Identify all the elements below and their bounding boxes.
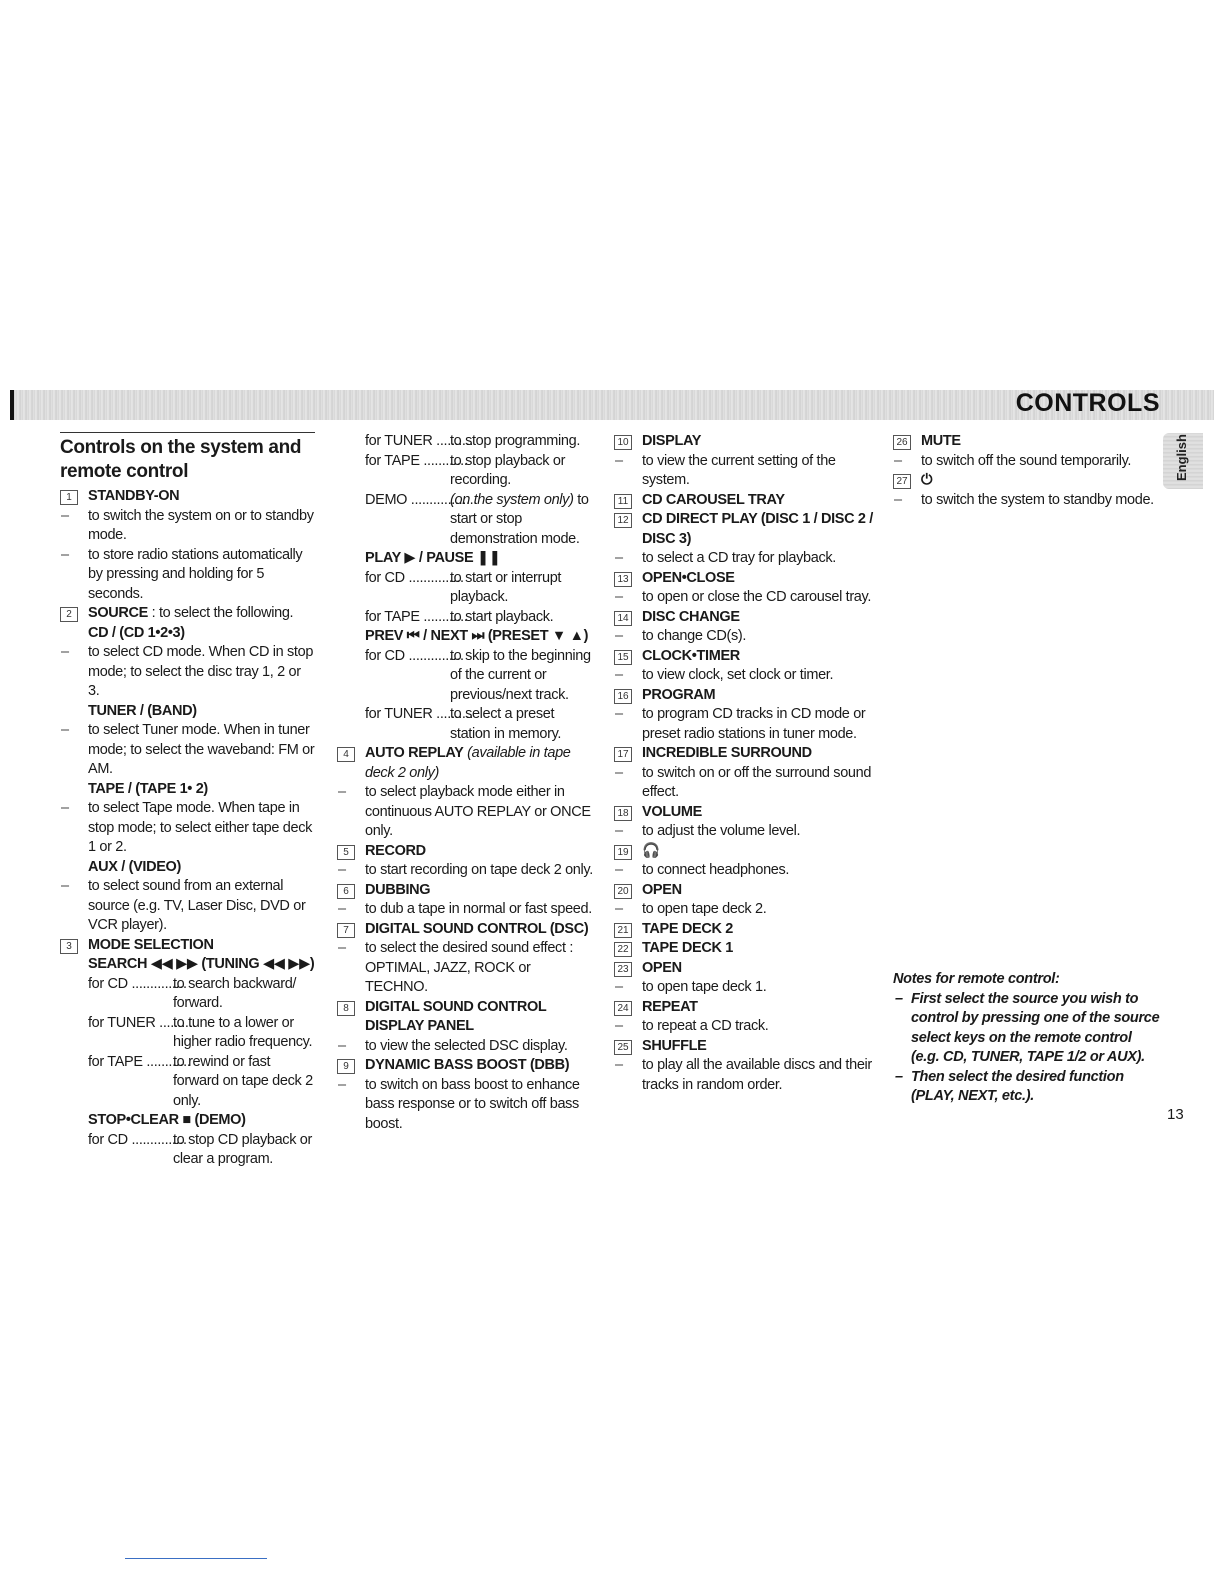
control-number-badge: 4 — [337, 747, 355, 762]
description-item — [614, 549, 874, 569]
description-text: to select playback mode either in continuous AUTO REPLAY or ONCE only. — [365, 784, 591, 839]
description-text: to select a CD tray for playback. — [642, 550, 836, 566]
mode-function: (on the system only) to start or stop demonstration mode. — [450, 491, 589, 547]
language-tab-label: English — [1174, 434, 1189, 481]
control-name: VOLUME — [642, 803, 702, 820]
dash-bullet: – — [338, 940, 346, 956]
description-text: to switch on or off the surround sound effect. — [642, 764, 872, 800]
control-heading — [614, 1037, 874, 1057]
control-heading — [337, 1056, 595, 1076]
control-name: SHUFFLE — [642, 1037, 707, 1054]
control-name: MUTE — [921, 433, 961, 449]
dash-bullet: – — [61, 800, 69, 816]
footer-rule — [125, 1558, 267, 1559]
mode-label: for TAPE ............ — [365, 452, 468, 469]
control-number-badge: 6 — [337, 884, 355, 899]
mode-function-row — [337, 569, 595, 608]
control-number-badge: 22 — [614, 942, 632, 957]
note-text: First select the source you wish to control by pressing one of the source select keys on the remote control (e.g. CD, TUNER, TAPE 1/2 or AUX). — [911, 990, 1160, 1065]
dash-bullet: – — [338, 784, 346, 800]
dash-bullet: – — [894, 491, 902, 508]
control-number-badge: 12 — [614, 513, 632, 528]
note-item: – First select the source you wish to control by pressing one of the source select keys on the remote control (e.g. CD, TUNER, TAPE 1/2 or AUX). — [895, 990, 1160, 1065]
mode-function-row — [60, 975, 315, 1014]
sub-heading — [337, 549, 595, 569]
mode-label: for TUNER .......... — [365, 433, 473, 449]
control-number-badge: 9 — [337, 1059, 355, 1074]
mode-label: for TAPE ............ — [365, 608, 468, 625]
dash-bullet: – — [894, 452, 902, 469]
mode-function: to tune to a lower or higher radio frequency. — [173, 1014, 313, 1050]
mode-label: for CD ............... — [365, 647, 464, 664]
sub-heading-text: TUNER / (BAND) — [88, 702, 197, 719]
dash-bullet: – — [615, 862, 623, 878]
control-number-badge: 15 — [614, 650, 632, 665]
description-text: to store radio stations automatically by pressing and holding for 5 seconds. — [88, 546, 303, 602]
description-item — [614, 822, 874, 842]
note-text: Then select the desired function (PLAY, NEXT, etc.). — [911, 1068, 1124, 1104]
sub-heading-text: STOP•CLEAR ■ (DEMO) — [88, 1112, 246, 1128]
mode-function: to start playback. — [450, 608, 554, 625]
control-name: CLOCK•TIMER — [642, 647, 740, 664]
control-name: DUBBING — [365, 881, 431, 898]
control-heading — [337, 998, 595, 1037]
control-number-badge: 19 — [614, 845, 632, 860]
control-number-badge: 18 — [614, 806, 632, 821]
sub-heading-text: AUX / (VIDEO) — [88, 858, 181, 875]
control-heading — [614, 842, 874, 862]
description-text: to view clock, set clock or timer. — [642, 667, 834, 683]
control-note: (available in tape deck 2 only) — [365, 745, 571, 781]
sub-heading-text: PREV ⏮ / NEXT ⏭ (PRESET ▼ ▲) — [365, 628, 589, 644]
description-item — [60, 546, 315, 605]
control-heading — [337, 842, 595, 862]
description-item — [60, 721, 315, 780]
control-heading — [614, 432, 874, 452]
control-heading — [614, 744, 874, 764]
dash-bullet: – — [338, 1076, 346, 1093]
sub-heading — [60, 1111, 315, 1131]
control-name: DIGITAL SOUND CONTROL (DSC) — [365, 920, 589, 937]
sub-heading-text: TAPE / (TAPE 1• 2) — [88, 780, 208, 797]
control-heading — [893, 432, 1155, 452]
dash-bullet: – — [61, 546, 69, 563]
mode-function: to skip to the beginning of the current or previous/next track. — [450, 647, 591, 703]
mode-function-row — [60, 1014, 315, 1053]
control-name: DYNAMIC BASS BOOST (DBB) — [365, 1057, 570, 1073]
sub-heading — [60, 780, 315, 800]
control-number-badge: 14 — [614, 611, 632, 626]
control-number-badge: 25 — [614, 1040, 632, 1055]
description-text: to select Tape mode. When tape in stop mode; to select either tape deck 1 or 2. — [88, 800, 313, 855]
dash-bullet: – — [615, 1018, 623, 1034]
dash-bullet: – — [615, 628, 623, 644]
dash-bullet: – — [615, 1057, 623, 1073]
page-number: 13 — [1167, 1106, 1184, 1123]
control-heading — [614, 998, 874, 1018]
control-number-badge: 17 — [614, 747, 632, 762]
column-2 — [337, 432, 595, 1134]
control-heading — [60, 604, 315, 624]
mode-function-row — [337, 491, 595, 550]
dash-bullet: – — [615, 589, 623, 605]
description-item — [614, 627, 874, 647]
header-mark — [10, 390, 14, 420]
sub-heading — [60, 624, 315, 644]
description-text: to select CD mode. When CD in stop mode; to select the disc tray 1, 2 or 3. — [88, 644, 314, 699]
column-1-items — [60, 487, 315, 1170]
description-item — [614, 666, 874, 686]
description-text: to repeat a CD track. — [642, 1018, 769, 1034]
control-name: CD DIRECT PLAY (DISC 1 / DISC 2 / DISC 3) — [642, 511, 873, 547]
description-text: to select Tuner mode. When in tuner mode; to select the waveband: FM or AM. — [88, 722, 315, 777]
description-text: to start recording on tape deck 2 only. — [365, 862, 593, 878]
mode-label: for TUNER .......... — [88, 1014, 196, 1031]
description-text: to switch the system to standby mode. — [921, 491, 1154, 508]
mode-label: for TAPE ............ — [88, 1053, 191, 1070]
dash-bullet: – — [615, 706, 623, 722]
description-item — [60, 507, 315, 546]
dash-bullet: – — [61, 507, 69, 524]
mode-function: to stop playback or recording. — [450, 452, 566, 488]
mode-function-row — [337, 452, 595, 491]
mode-function: to stop programming. — [450, 433, 581, 449]
control-number-badge: 10 — [614, 435, 632, 450]
control-name: OPEN — [642, 881, 682, 898]
control-heading — [614, 881, 874, 901]
sub-heading — [337, 627, 595, 647]
control-heading — [614, 608, 874, 628]
mode-note: (on the system only) — [450, 491, 574, 508]
mode-function: to start or interrupt playback. — [450, 569, 562, 605]
description-text: to select the desired sound effect : OPTIMAL, JAZZ, ROCK or TECHNO. — [365, 940, 573, 995]
description-text: to change CD(s). — [642, 628, 746, 644]
control-name: DISC CHANGE — [642, 608, 740, 625]
control-number-badge: 1 — [60, 490, 78, 505]
control-heading — [614, 510, 874, 549]
description-text: to play all the available discs and their tracks in random order. — [642, 1057, 872, 1093]
description-text: to open or close the CD carousel tray. — [642, 589, 872, 605]
control-name: STANDBY-ON — [88, 488, 180, 504]
notes-title: Notes for remote control: — [893, 971, 1060, 987]
control-number-badge: 11 — [614, 494, 632, 509]
dash-bullet: – — [338, 901, 346, 917]
control-number-badge: 24 — [614, 1001, 632, 1016]
control-heading — [614, 959, 874, 979]
control-name: TAPE DECK 1 — [642, 940, 733, 956]
control-name: OPEN•CLOSE — [642, 569, 735, 586]
dash-bullet: – — [615, 823, 623, 839]
sub-heading-text: PLAY ▶ / PAUSE ❚❚ — [365, 550, 501, 566]
description-text: to connect headphones. — [642, 862, 790, 878]
control-number-badge: 23 — [614, 962, 632, 977]
control-name: 🎧 — [642, 842, 660, 859]
sub-heading — [60, 702, 315, 722]
description-text: to program CD tracks in CD mode or preset radio stations in tuner mode. — [642, 706, 866, 742]
mode-function-row — [337, 705, 595, 744]
mode-function-row — [337, 432, 595, 452]
description-text: to dub a tape in normal or fast speed. — [365, 901, 592, 917]
description-text: to open tape deck 2. — [642, 901, 767, 917]
sub-heading-text: CD / (CD 1•2•3) — [88, 624, 185, 641]
description-item — [614, 588, 874, 608]
control-name: RECORD — [365, 842, 426, 859]
mode-function-row — [337, 647, 595, 706]
dash-bullet: – — [615, 550, 623, 566]
description-item — [614, 452, 874, 491]
remote-notes — [893, 970, 1163, 1107]
control-number-badge: 20 — [614, 884, 632, 899]
description-text: to view the selected DSC display. — [365, 1037, 568, 1054]
control-number-badge: 27 — [893, 474, 911, 489]
description-item — [337, 1076, 595, 1135]
control-heading — [337, 881, 595, 901]
control-heading — [893, 471, 1155, 491]
dash-bullet: – — [61, 878, 69, 894]
control-name: MODE SELECTION — [88, 936, 214, 953]
dash-bullet: – — [615, 979, 623, 995]
mode-function: to stop CD playback or clear a program. — [173, 1131, 312, 1167]
description-item — [614, 861, 874, 881]
description-item — [337, 783, 595, 842]
control-heading — [614, 920, 874, 940]
mode-function: to select a preset station in memory. — [450, 706, 562, 742]
description-item — [614, 900, 874, 920]
column-1 — [60, 432, 315, 1170]
description-text: to switch the system on or to standby mode. — [88, 507, 314, 543]
control-heading — [614, 939, 874, 959]
control-number-badge: 21 — [614, 923, 632, 938]
mode-label: for CD ............... — [88, 975, 187, 992]
control-number-badge: 3 — [60, 939, 78, 954]
description-item — [337, 939, 595, 998]
control-heading — [60, 487, 315, 507]
control-number-badge: 13 — [614, 572, 632, 587]
description-text: to select sound from an external source (e.g. TV, Laser Disc, DVD or VCR player). — [88, 878, 306, 933]
dash-bullet: – — [615, 667, 623, 683]
section-title: Controls on the system and remote control — [60, 432, 315, 484]
description-item — [337, 861, 595, 881]
description-item — [614, 1017, 874, 1037]
description-item — [60, 799, 315, 858]
control-number-badge: 7 — [337, 923, 355, 938]
control-number-badge: 5 — [337, 845, 355, 860]
note-item: – Then select the desired function (PLAY, NEXT, etc.). — [895, 1068, 1124, 1104]
control-name: DIGITAL SOUND CONTROL DISPLAY PANEL — [365, 998, 547, 1034]
control-heading — [614, 491, 874, 511]
description-text: to switch on bass boost to enhance bass response or to switch off bass boost. — [365, 1076, 580, 1132]
dash-bullet: – — [61, 722, 69, 738]
control-heading — [614, 569, 874, 589]
dash-bullet: – — [615, 764, 623, 781]
control-name: REPEAT — [642, 998, 698, 1015]
sub-heading — [60, 955, 315, 975]
control-heading — [614, 647, 874, 667]
control-heading — [337, 744, 595, 783]
control-heading — [337, 920, 595, 940]
mode-label: for CD ............... — [88, 1131, 187, 1148]
dash-bullet: – — [338, 862, 346, 878]
control-number-badge: 26 — [893, 435, 911, 450]
control-number-badge: 2 — [60, 607, 78, 622]
description-item — [60, 877, 315, 936]
description-item — [614, 705, 874, 744]
control-heading — [60, 936, 315, 956]
control-name: CD CAROUSEL TRAY — [642, 491, 785, 508]
sub-heading-text: SEARCH ◀◀ ▶▶ (TUNING ◀◀ ▶▶) — [88, 956, 315, 972]
mode-function-row — [337, 608, 595, 628]
mode-function: to search backward/ forward. — [173, 975, 297, 1011]
description-item — [614, 1056, 874, 1095]
column-3 — [614, 432, 874, 1095]
control-name: DISPLAY — [642, 433, 702, 449]
control-number-badge: 8 — [337, 1001, 355, 1016]
description-item — [337, 900, 595, 920]
description-item — [614, 764, 874, 803]
mode-label: for CD ............... — [365, 569, 464, 586]
control-name: ⏻ — [921, 472, 933, 488]
mode-function: to rewind or fast forward on tape deck 2 only. — [173, 1053, 313, 1109]
control-name: PROGRAM — [642, 686, 716, 703]
dash-bullet: – — [338, 1037, 346, 1054]
control-name: SOURCE — [88, 605, 148, 621]
control-name: INCREDIBLE SURROUND — [642, 745, 812, 761]
control-heading — [614, 803, 874, 823]
description-text: to adjust the volume level. — [642, 823, 801, 839]
control-number-badge: 16 — [614, 689, 632, 704]
mode-label: DEMO .................. — [365, 491, 477, 508]
mode-function-row — [60, 1053, 315, 1112]
description-text: to switch off the sound temporarily. — [921, 452, 1132, 469]
description-item — [60, 643, 315, 702]
column-4 — [893, 432, 1155, 510]
description-text: to open tape deck 1. — [642, 979, 767, 995]
description-item — [893, 452, 1155, 472]
description-item — [893, 491, 1155, 511]
control-name: AUTO REPLAY — [365, 745, 464, 761]
control-name: OPEN — [642, 959, 682, 976]
description-item — [337, 1037, 595, 1057]
page-title: CONTROLS — [1015, 389, 1160, 417]
mode-function-row — [60, 1131, 315, 1170]
control-desc: : to select the following. — [147, 605, 294, 621]
description-item — [614, 978, 874, 998]
dash-bullet: – — [615, 452, 623, 469]
control-name: TAPE DECK 2 — [642, 920, 733, 937]
language-tab — [1163, 433, 1203, 489]
dash-bullet: – — [615, 901, 623, 917]
sub-heading — [60, 858, 315, 878]
dash-bullet: – — [61, 644, 69, 660]
description-text: to view the current setting of the system. — [642, 452, 836, 488]
control-heading — [614, 686, 874, 706]
mode-label: for TUNER .......... — [365, 706, 473, 722]
